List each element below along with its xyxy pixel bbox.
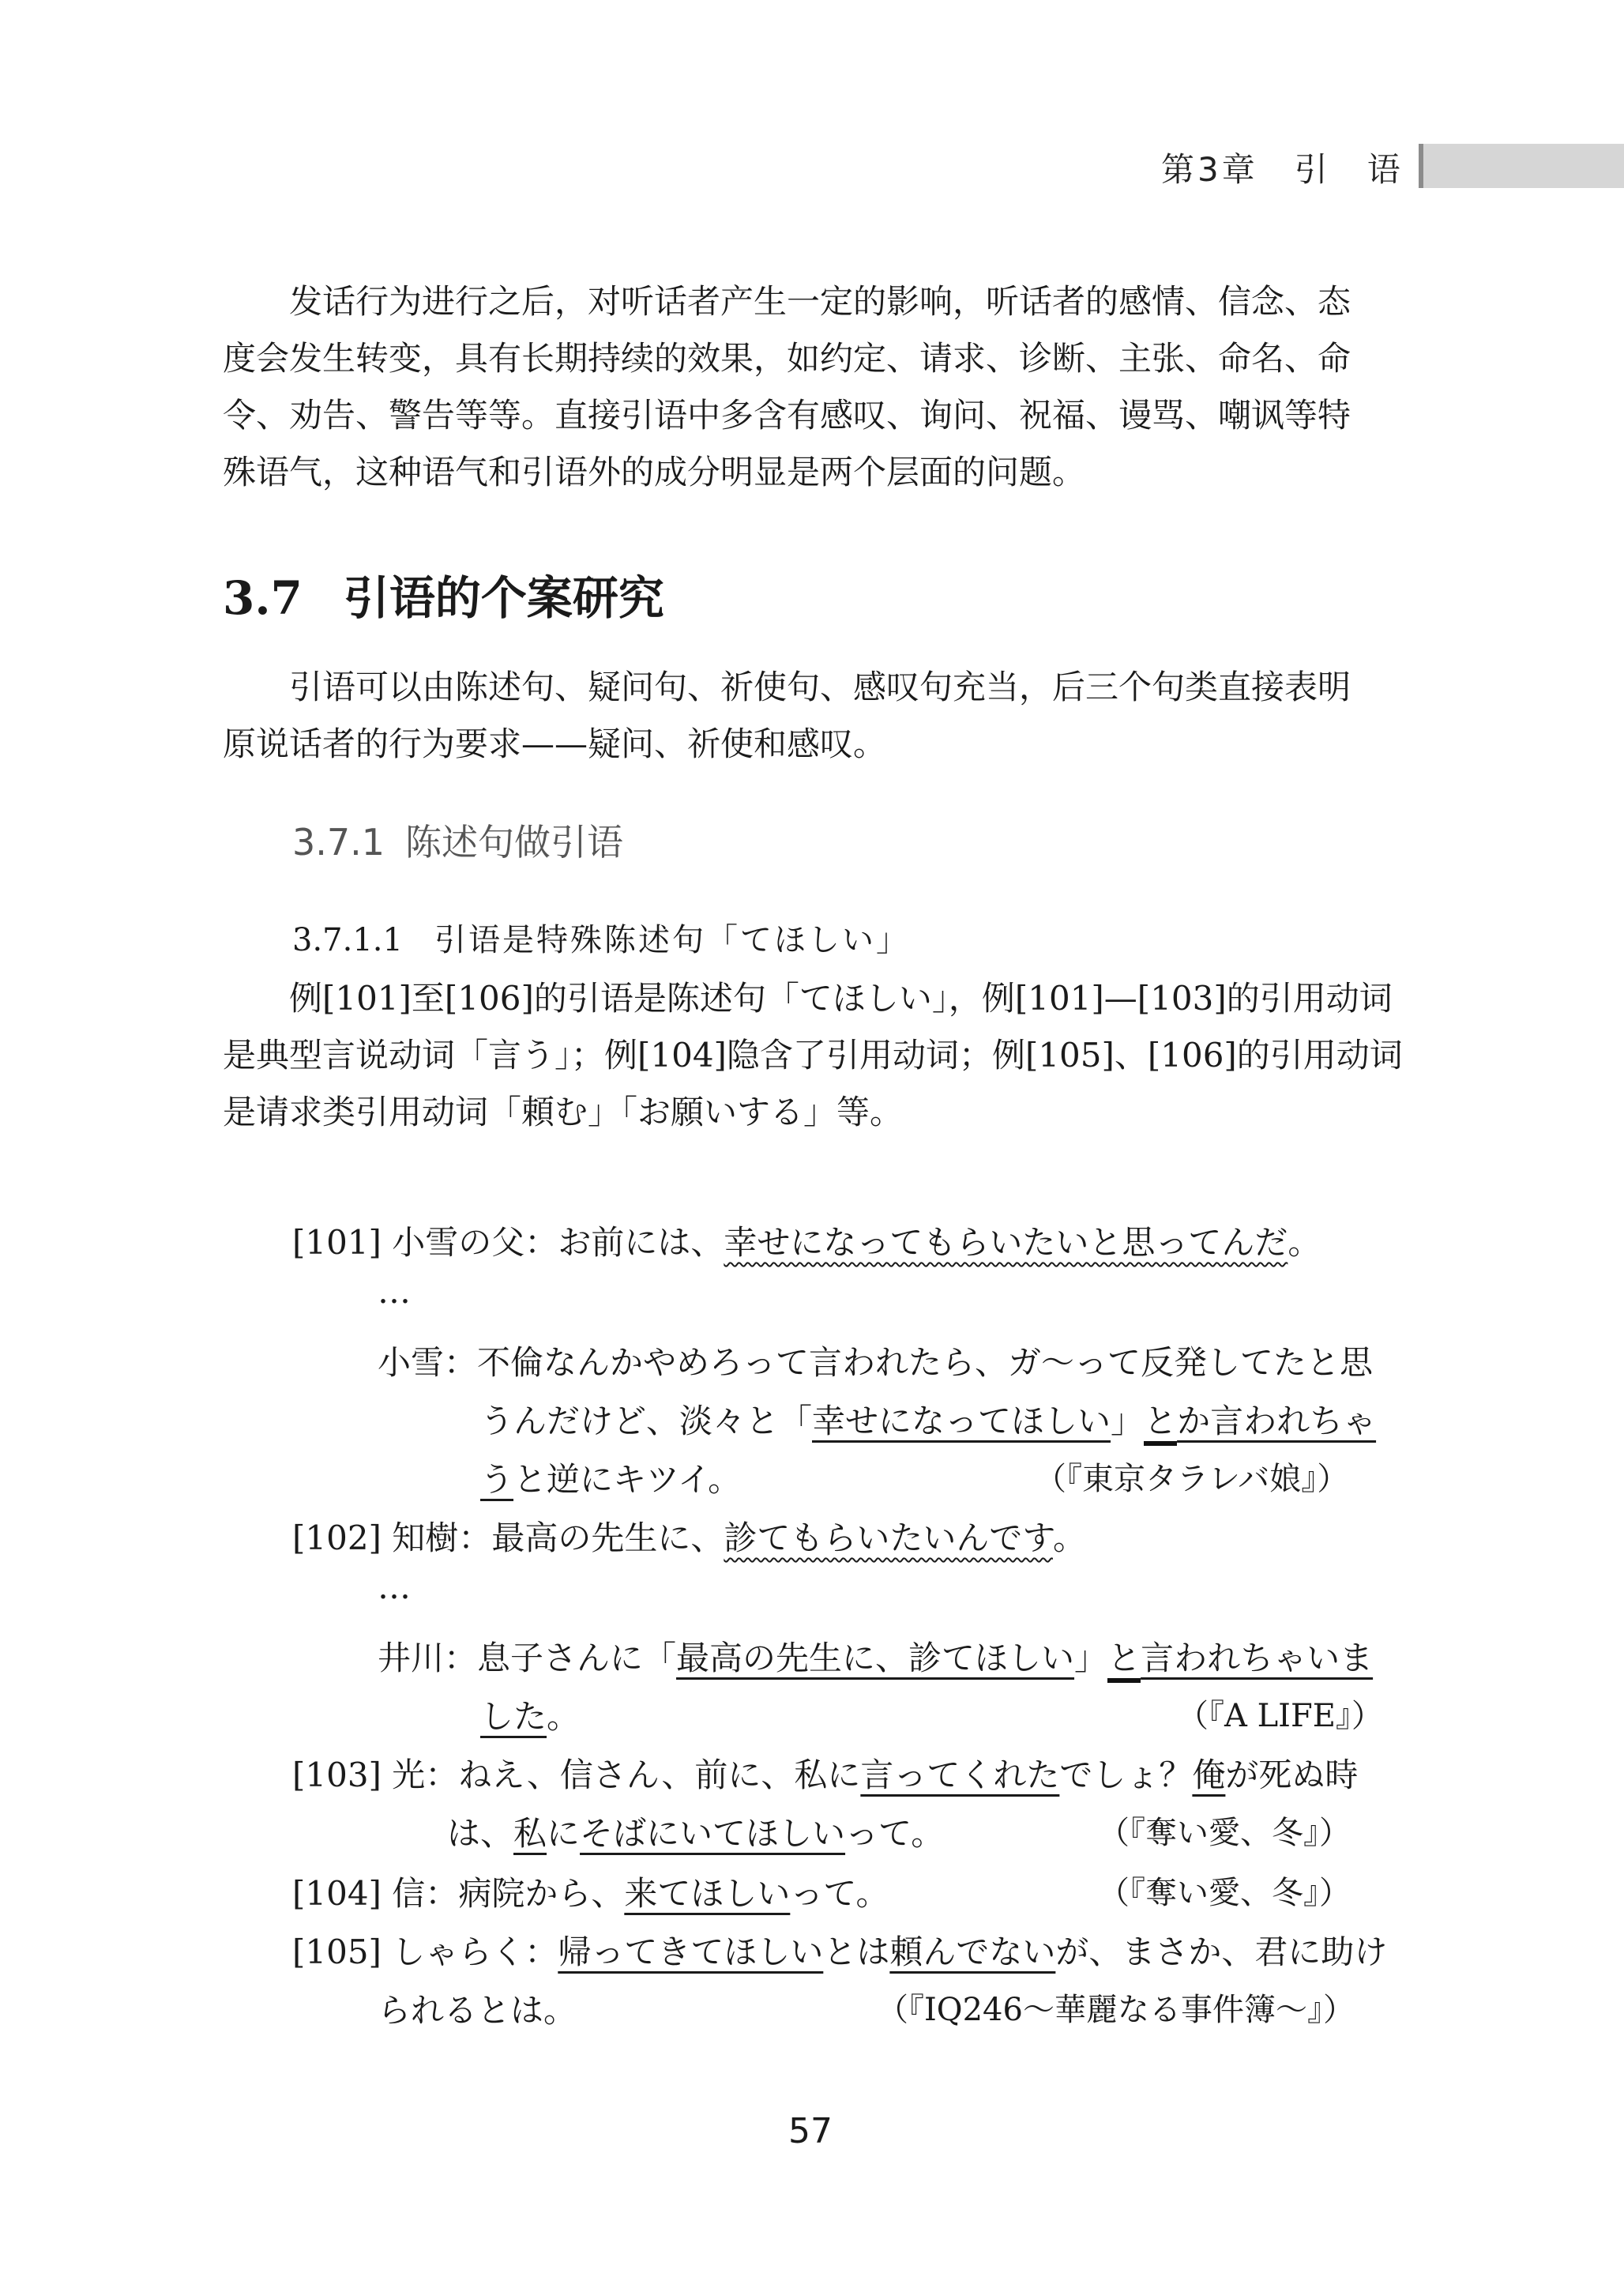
paragraph-line: 发话行为进行之后，对听话者产生一定的影响，听话者的感情、信念、态 <box>223 282 1351 321</box>
underlined-text: 私 <box>513 1814 547 1853</box>
paragraph-line: 是典型言说动词「言う」；例[104]隐含了引用动词；例[105]、[106]的引用动词 <box>223 1036 1403 1075</box>
example-103-line-2 <box>447 1808 944 1855</box>
thick-underlined-particle: と <box>1107 1642 1141 1683</box>
wavy-underlined-text: 幸せになってもらいたいと思ってんだ <box>724 1223 1288 1262</box>
example-text: が、まさか、君に助け <box>1055 1933 1388 1971</box>
underlined-text: 頼んでない <box>889 1933 1056 1971</box>
intro-paragraph <box>223 273 1351 501</box>
example-text: 。 <box>1052 1519 1086 1557</box>
paragraph-line: 殊语气，这种语气和引语外的成分明显是两个层面的问题。 <box>223 453 1086 491</box>
paragraph-line: 是请求类引用动词「頼む」「お願いする」等。 <box>223 1093 904 1131</box>
speaker-label: 知樹： <box>392 1519 492 1557</box>
speaker-label: 小雪の父： <box>392 1223 558 1262</box>
example-text: は、 <box>447 1814 514 1853</box>
underlined-text: う <box>480 1460 514 1499</box>
page-number: 57 <box>788 2111 833 2151</box>
underlined-text: 最高の先生に、診てほしい <box>676 1639 1075 1677</box>
underlined-text: 言ってくれた <box>860 1756 1060 1794</box>
source-citation: （『奪い愛、冬』） <box>1098 1815 1351 1851</box>
example-text: 不倫なんかやめろって言われたら、ガ～って反発してたと思 <box>477 1343 1374 1382</box>
speaker-label: 信： <box>392 1874 459 1913</box>
underlined-text: 幸せになってほしい <box>812 1402 1111 1440</box>
example-text: が死ぬ時 <box>1225 1756 1359 1794</box>
example-text: ねえ、信さん、前に、私に <box>458 1756 861 1794</box>
example-105-line-1 <box>292 1926 1387 1974</box>
speaker-label: 小雪： <box>378 1343 478 1382</box>
example-101-line-3 <box>480 1395 1376 1446</box>
example-id: [104] <box>292 1874 382 1913</box>
underlined-text: 帰ってきてほしい <box>558 1933 824 1971</box>
example-101-line-2 <box>378 1337 1373 1384</box>
example-102-line-2 <box>378 1632 1373 1683</box>
subsubsection-paragraph <box>223 970 1403 1141</box>
paragraph-line: 引语可以由陈述句、疑问句、祈使句、感叹句充当，后三个句类直接表明 <box>223 668 1351 706</box>
example-text: に <box>547 1814 581 1853</box>
subsection-title: 陈述句做引语 <box>405 821 624 864</box>
example-105-line-2: られるとは。 <box>378 1991 577 2030</box>
example-102-line-1 <box>292 1512 1086 1560</box>
source-citation: （『奪い愛、冬』） <box>1098 1875 1351 1911</box>
example-text: 息子さんに「 <box>477 1639 677 1677</box>
paragraph-line: 令、劝告、警告等等。直接引语中多含有感叹、询问、祝福、谩骂、嘲讽等特 <box>223 396 1351 435</box>
example-text: 。 <box>547 1697 581 1736</box>
source-citation: （『A LIFE』） <box>1177 1698 1383 1734</box>
example-text: って。 <box>790 1874 889 1913</box>
example-text: でしょ？ <box>1059 1756 1193 1794</box>
subsection-heading <box>292 814 623 866</box>
example-text: うんだけど、淡々と「 <box>480 1402 813 1440</box>
underlined-text: そばにいてほしい <box>580 1814 846 1853</box>
example-text: 最高の先生に、 <box>491 1519 724 1557</box>
section-title: 引语的个案研究 <box>343 571 664 625</box>
example-101-line-4 <box>480 1454 741 1501</box>
example-103-line-1 <box>292 1749 1358 1797</box>
running-header-chapter: 第3章 引 语 <box>1161 150 1404 189</box>
example-id: [105] <box>292 1933 382 1971</box>
source-citation: （『東京タラレバ娘』） <box>1035 1461 1349 1497</box>
subsubsection-number: 3.7.1.1 <box>292 922 403 958</box>
section-heading <box>223 561 664 627</box>
source-citation: （『IQ246～華麗なる事件簿～』） <box>877 1992 1355 2028</box>
example-id: [103] <box>292 1756 382 1794</box>
underlined-text: した <box>480 1697 547 1736</box>
underlined-text: 俺 <box>1192 1756 1226 1794</box>
section-number: 3.7 <box>223 571 303 625</box>
paragraph-line: 例[101]至[106]的引语是陈述句「てほしい」，例[101]—[103]的引用动词 <box>223 979 1393 1018</box>
example-text: とは <box>823 1933 890 1971</box>
example-text: 」 <box>1111 1402 1145 1440</box>
example-text: 病院から、 <box>458 1874 625 1913</box>
example-102-line-3 <box>480 1691 580 1738</box>
subsubsection-heading <box>292 915 910 960</box>
underlined-text: 来てほしい <box>624 1874 791 1913</box>
example-id: [101] <box>292 1223 382 1262</box>
wavy-underlined-text: 診てもらいたいんです <box>724 1519 1053 1557</box>
subsubsection-title: 引语是特殊陈述句「てほしい」 <box>434 922 910 958</box>
ellipsis: … <box>378 1272 411 1311</box>
thick-underlined-particle: と <box>1144 1405 1177 1446</box>
example-104-line-1 <box>292 1868 889 1915</box>
section-paragraph <box>223 659 1351 773</box>
subsection-number: 3.7.1 <box>292 821 385 864</box>
underlined-text: か言われちゃ <box>1177 1402 1377 1440</box>
example-text: と逆にキツイ。 <box>513 1460 742 1499</box>
example-text: お前には、 <box>558 1223 724 1262</box>
ellipsis: … <box>378 1568 411 1606</box>
example-text: 。 <box>1288 1223 1321 1262</box>
header-decorative-bar <box>1419 144 1624 188</box>
paragraph-line: 度会发生转变，具有长期持续的效果，如约定、请求、诊断、主张、命名、命 <box>223 339 1351 378</box>
example-text: 」 <box>1074 1639 1108 1677</box>
example-101-line-1 <box>292 1217 1321 1264</box>
example-id: [102] <box>292 1519 382 1557</box>
paragraph-line: 原说话者的行为要求——疑问、祈使和感叹。 <box>223 724 887 763</box>
speaker-label: 井川： <box>378 1639 478 1677</box>
example-text: って。 <box>845 1814 945 1853</box>
underlined-text: 言われちゃいま <box>1141 1639 1374 1677</box>
speaker-label: 光： <box>392 1756 459 1794</box>
speaker-label: しゃらく： <box>392 1933 558 1971</box>
